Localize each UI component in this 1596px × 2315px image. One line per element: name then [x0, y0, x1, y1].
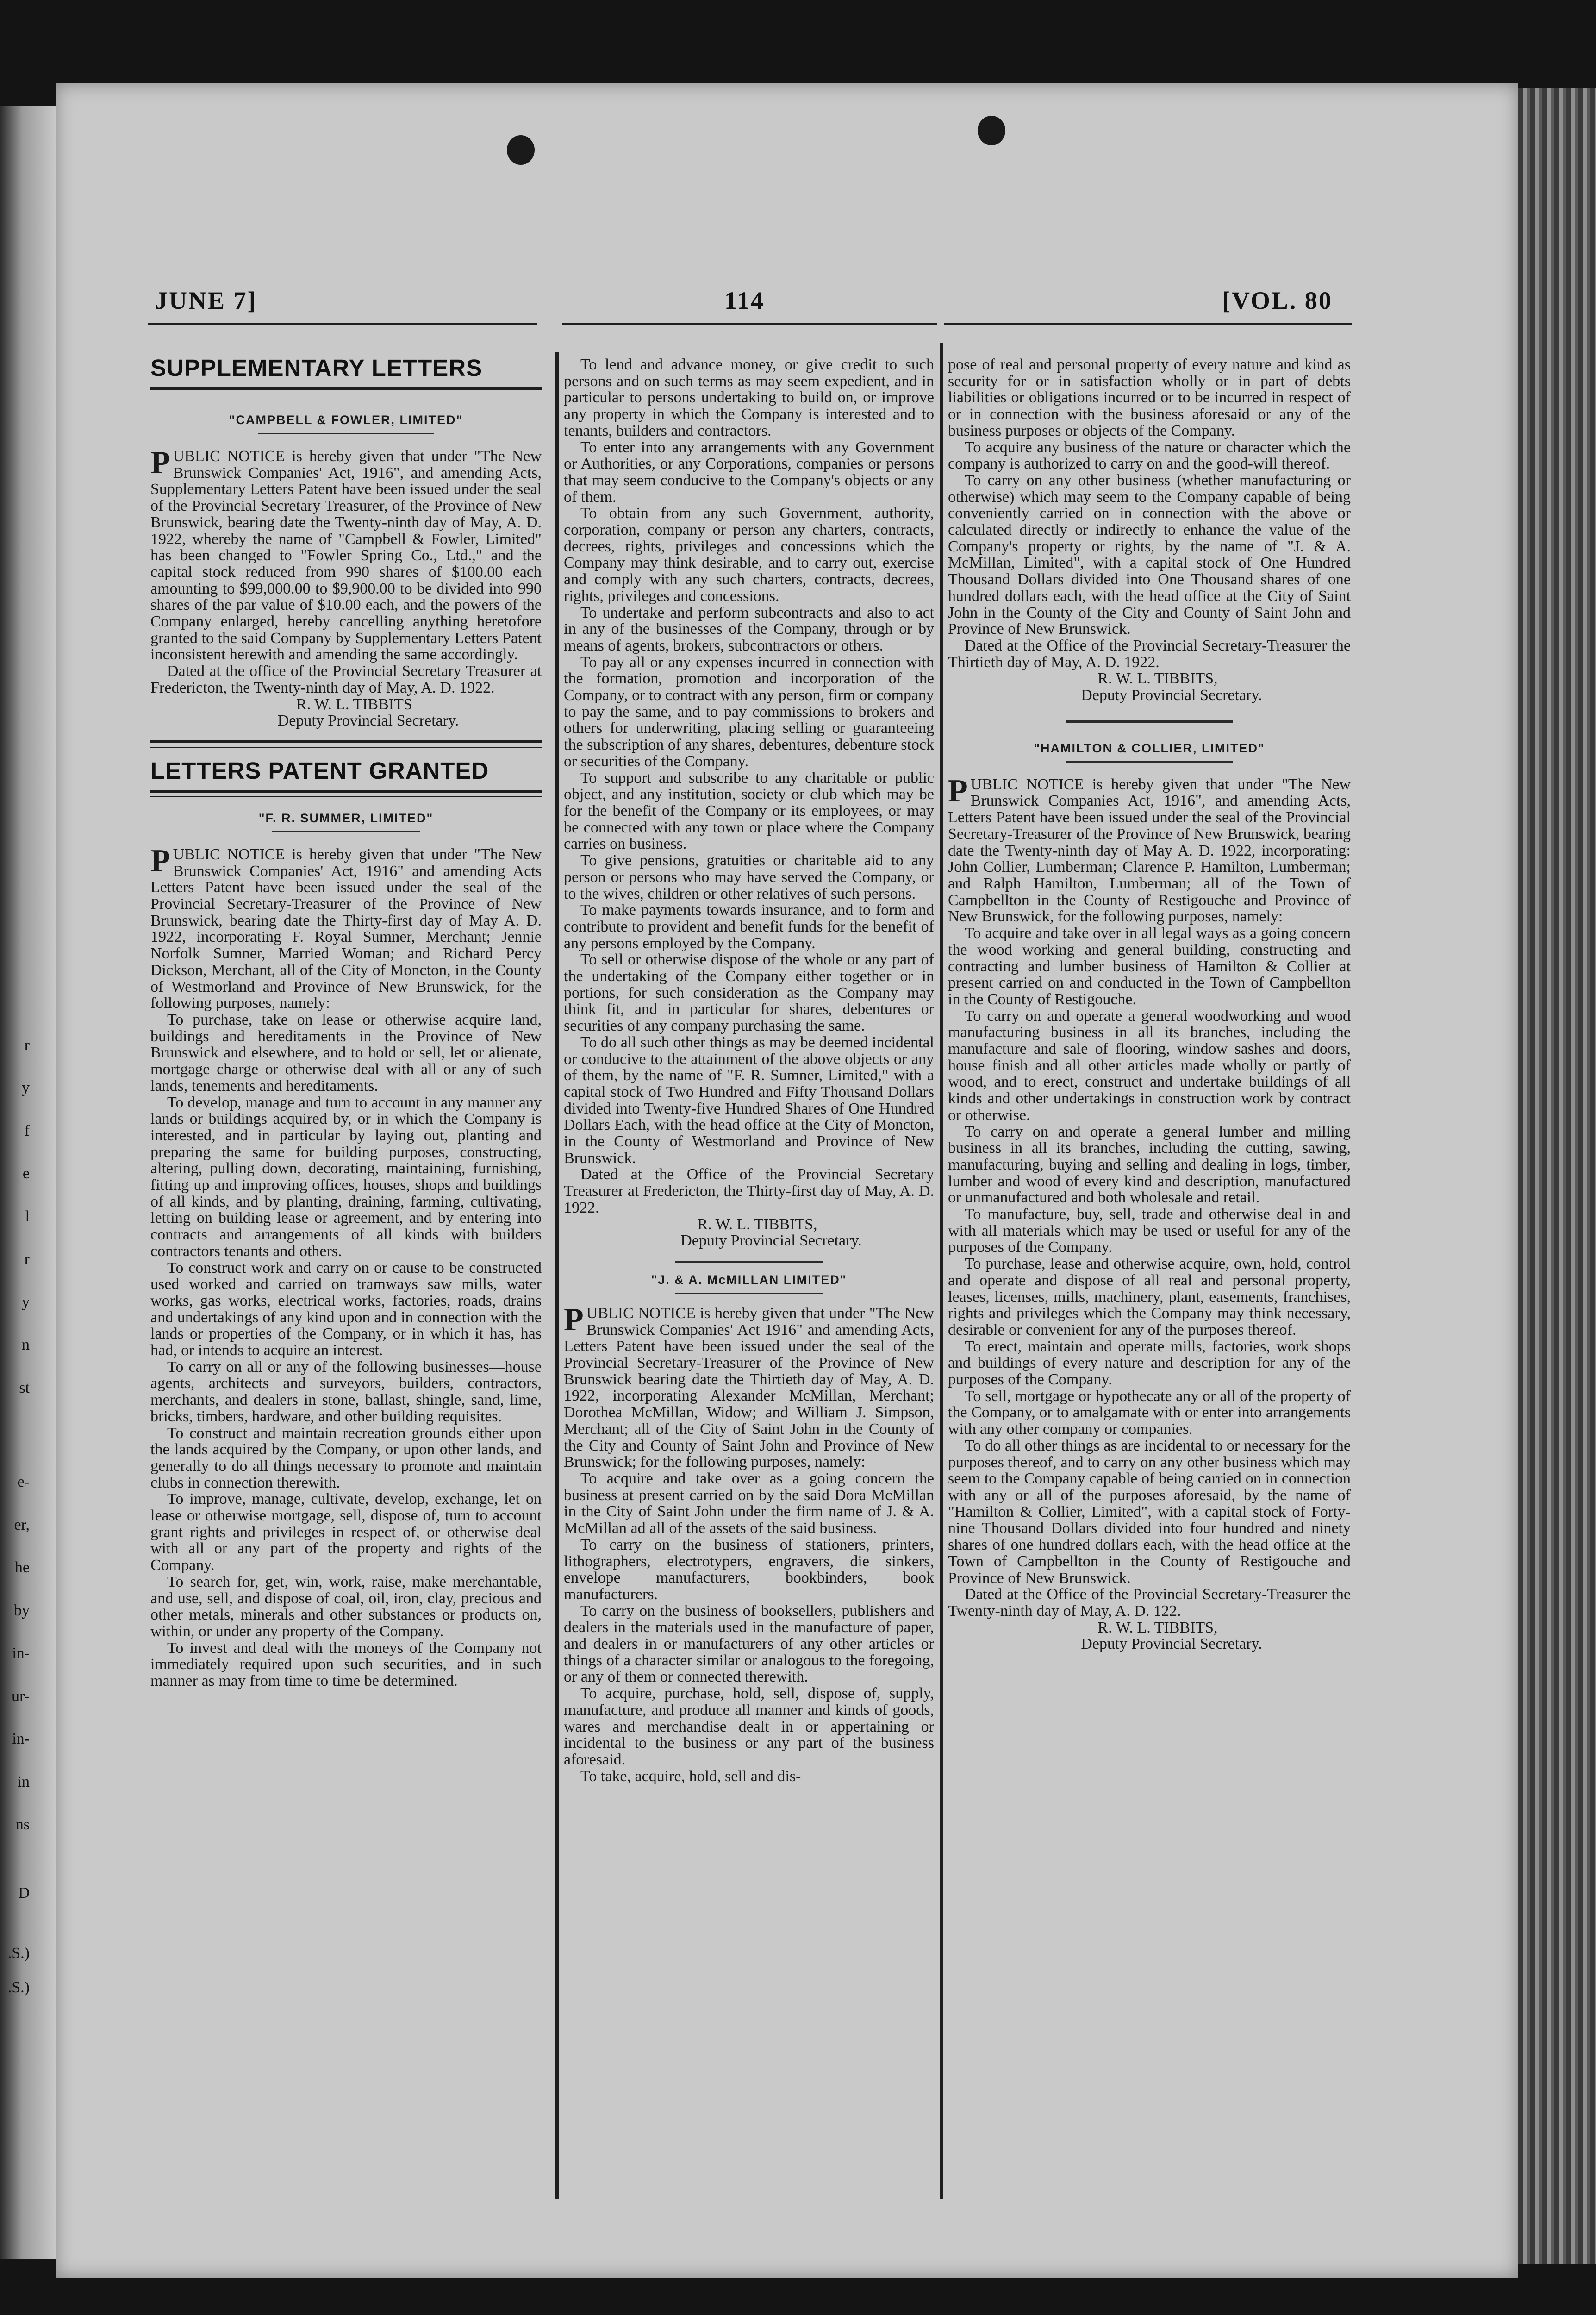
notice-title: "HAMILTON & COLLIER, LIMITED": [1034, 741, 1265, 755]
paragraph: To improve, manage, cultivate, develop, exchange, let on lease or otherwise mortgage, sell, dispose of, turn to account grant rights and privileges in respect of, or otherwise deal with all or any part of the property and rights of the Company.: [150, 1490, 542, 1574]
header-rule: [148, 323, 537, 325]
signature-name: R. W. L. TIBBITS,: [1097, 1619, 1218, 1636]
margin-fragment: l: [25, 1208, 30, 1225]
margin-fragment: n: [22, 1336, 30, 1353]
notice-hamilton-collier: [948, 773, 1351, 1653]
binding-hole: [507, 135, 535, 165]
notice-body: UBLIC NOTICE is hereby given that under "The New Brunswick Companies' Act 1916" and amending Acts, Letters Patent have been issued under the seal of the Provincial Secretary-Treasurer of the Province of New Brunswick bearing date the Thirtieth day of May, A. D. 1922, incorporating Alexander McMillan, Merchant; Dorothea McMillan, Widow; and William J. Simpson, Merchant; all of the City of Saint John in the County of the City and County of Saint John and Province of New Brunswick; for the following purposes, namely:: [564, 1304, 934, 1471]
signature-title: Deputy Provincial Secretary.: [680, 1232, 862, 1250]
notice-title: "CAMPBELL & FOWLER, LIMITED": [229, 413, 463, 427]
margin-fragment: e-: [17, 1473, 30, 1490]
notice-body: UBLIC NOTICE is hereby given that under "The New Brunswick Companies Act, 1916", and amending Acts, Letters Patent have been issued under the seal of the Provincial Secretary-Treasurer of the Province of New Brunswick, bearing date the Twenty-ninth day of May A. D. 1922, incorporating: John Collier, Lumberman; Clarence P. Hamilton, Lumberman; and Ralph Hamilton, Lumberman; all of the Town of Campbellton in the County of Restigouche and Province of New Brunswick, for the following purposes, namely:: [948, 776, 1351, 926]
margin-fragment: ur-: [12, 1688, 30, 1705]
paragraph: To construct work and carry on or cause to be constructed used worked and carried on tramways saw mills, water works, gas works, electrical works, factories, roads, drains and undertakings of any kind upon and in connection with the lands or properties of the Company, or in which it has, has had, or intends to acquire an interest.: [150, 1259, 542, 1359]
paragraph: To carry on the business of booksellers, publishers and dealers in the materials used in the manufacture of paper, and dealers in or manufacturers of any other articles or things of a character similar or analogous to the foregoing, or any of them or connected therewith.: [564, 1602, 934, 1686]
volume-number: [VOL. 80: [1222, 287, 1333, 314]
paragraph: To acquire any business of the nature or character which the company is authorized to carry on and the good-will thereof.: [948, 438, 1351, 473]
margin-fragment: he: [14, 1559, 30, 1576]
margin-fragment: y: [22, 1079, 30, 1096]
margin-fragment: by: [14, 1602, 30, 1619]
signature-title: Deputy Provincial Secretary.: [277, 712, 459, 730]
signature-name: R. W. L. TIBBITS,: [1097, 670, 1218, 688]
dropcap: P: [150, 843, 170, 879]
dated-line: Dated at the Office of the Provincial Secretary Treasurer at Fredericton, the Thirty-first day of May, A. D. 1922.: [564, 1166, 934, 1216]
book-page-stack-edge: [1518, 88, 1596, 2264]
paragraph: To sell, mortgage or hypothecate any or all of the property of the Company, or to amalgamate with or enter into arrangements with any other company or companies.: [948, 1387, 1351, 1438]
margin-fragment: er,: [14, 1516, 30, 1533]
divider: [272, 831, 420, 832]
margin-fragment: in-: [12, 1645, 30, 1662]
signature-name: R. W. L. TIBBITS,: [697, 1215, 817, 1233]
dropcap: P: [150, 445, 170, 481]
margin-fragment: e: [22, 1165, 30, 1182]
section-title-supplementary: SUPPLEMENTARY LETTERS: [150, 355, 483, 381]
divider: [1066, 720, 1233, 723]
margin-fragment: r: [24, 1037, 30, 1054]
margin-fragment: r: [24, 1251, 30, 1268]
margin-fragment: .S.): [7, 1979, 30, 1996]
margin-fragment: y: [22, 1294, 30, 1311]
signature-title: Deputy Provincial Secretary.: [1081, 687, 1262, 704]
notice-body: UBLIC NOTICE is hereby given that under "The New Brunswick Companies' Act, 1916", and amending Acts, Supplementary Letters Patent have been issued under the seal of the Provincial Secretary Treasurer, of the Province of New Brunswick, bearing date the Twenty-ninth day of May, A. D. 1922, whereby the name of "Campbell & Fowler, Limited" has been changed to "Fowler Spring Co., Ltd.," and the capital stock reduced from 990 shares of $100.00 each amounting to $99,000.00 to $9,900.00 to be divided into 990 shares of the par value of $10.00 each, and the powers of the Company enlarged, hereby cancelling anything heretofore granted to the said Company by Supplementary Letters Patent inconsistent herewith and amending the same accordingly.: [150, 448, 542, 663]
paragraph: To give pensions, gratuities or charitable aid to any person or persons who may have served the Company, or to the wives, children or other relatives of such persons.: [564, 852, 934, 902]
paragraph: To erect, maintain and operate mills, factories, work shops and buildings of every nature and description for any of the purposes of the Company.: [948, 1338, 1351, 1389]
paragraph: To sell or otherwise dispose of the whole or any part of the undertaking of the Company either together or in portions, for such consideration as the Company may think fit, and in particular for shares, debentures or securities of any company purchasing the same.: [564, 951, 934, 1035]
signature-name: R. W. L. TIBBITS: [296, 695, 412, 713]
paragraph: To carry on and operate a general lumber and milling business in all its branches, including the cutting, sawing, manufacturing, buying and selling and dealing in logs, timber, lumber and wood of every kind and description, manufactured or unmanufactured and both wholesale and retail.: [948, 1123, 1351, 1207]
divider: [258, 433, 434, 434]
notice-body: UBLIC NOTICE is hereby given that under "The New Brunswick Companies' Act, 1916" and amending Acts Letters Patent have been issued under the seal of the Provincial Secretary-Treasurer of the Province of New Brunswick, bearing date the Thirty-first day of May A. D. 1922, incorporating F. Royal Sumner, Merchant; Jennie Norfolk Sumner, Married Woman; and Richard Percy Dickson, Merchant, all of the City of Moncton, in the County of Westmorland and Province of New Brunswick, for the following purposes, namely:: [150, 845, 542, 1012]
divider: [675, 1261, 823, 1263]
notice-fr-summer: [150, 843, 542, 1690]
margin-fragment: in-: [12, 1730, 30, 1747]
paragraph: To do all such other things as may be deemed incidental or conducive to the attainment of the above objects or any of them, by the name of "F. R. Sumner, Limited," with a capital stock of Two Hundred and Fifty Thousand Dollars divided into Twenty-five Hundred Shares of One Hundred Dollars Each, with the head office at the City of Moncton, in the County of Westmorland and Province of New Brunswick.: [564, 1033, 934, 1167]
paragraph: To pay all or any expenses incurred in connection with the formation, promotion and incorporation of the Company, or to contract with any person, firm or company to pay the same, and to pay commissions to brokers and others for underwriting, placing selling or guaranteeing the subscription of any shares, debentures, debenture stock or securities of the Company.: [564, 653, 934, 770]
margin-fragment: D: [18, 1884, 30, 1902]
margin-fragment: st: [19, 1379, 30, 1396]
paragraph: To make payments towards insurance, and to form and contribute to provident and benefit funds for the benefit of any persons employed by the Company.: [564, 901, 934, 952]
notice-title: "F. R. SUMMER, LIMITED": [258, 811, 434, 825]
fr-summer-continued: [564, 357, 934, 1249]
paragraph: To obtain from any such Government, authority, corporation, company or person any charters, contracts, decrees, rights, privileges and concessions which the Company may think desirable, and to carry out, exercise and comply with any such charters, contracts, decrees, rights, privileges and concessions.: [564, 505, 934, 605]
column-2: [564, 357, 934, 2183]
margin-fragment: .S.): [7, 1945, 30, 1962]
column-divider: [555, 352, 559, 2199]
dropcap: P: [948, 773, 968, 809]
paragraph: To invest and deal with the moneys of the Company not immediately required upon such securities, and in such manner as may from time to time be determined.: [150, 1639, 542, 1690]
dropcap: P: [564, 1301, 584, 1338]
paragraph: To undertake and perform subcontracts and also to act in any of the businesses of the Company, through or by means of agents, brokers, subcontractors or others.: [564, 604, 934, 654]
paragraph: To carry on any other business (whether manufacturing or otherwise) which may seem to the Company capable of being conveniently carried on in connection with the above or calculated directly or indirectly to enhance the value of the Company's property or rights, by the name of "J. & A. McMillan, Limited", with a capital stock of One Hundred Thousand Dollars divided into One Thousand shares of one hundred dollars each, with the head office at the City of Saint John in the County of the City and County of Saint John and Province of New Brunswick.: [948, 471, 1351, 638]
section-title-letters-patent: LETTERS PATENT GRANTED: [150, 757, 489, 784]
paragraph: pose of real and personal property of every nature and kind as security for or in satisfaction wholly or in part of debts liabilities or obligations incurred or to be incurred in respect of or in connection with the business aforesaid or any of the business purposes or objects of the Company.: [948, 357, 1351, 439]
dated-line: Dated at the Office of the Provincial Secretary-Treasurer the Thirtieth day of May, A. D. 1922.: [948, 637, 1351, 671]
column-1: [150, 354, 542, 2183]
mcmillan-continued: [948, 357, 1351, 704]
notice-title: "J. & A. McMILLAN LIMITED": [651, 1272, 847, 1287]
binding-hole: [978, 116, 1005, 145]
paragraph: To construct and maintain recreation grounds either upon the lands acquired by the Company, or upon other lands, and generally to do all things necessary to promote and maintain clubs in connection therewith.: [150, 1424, 542, 1491]
margin-fragment: in: [17, 1773, 30, 1790]
paragraph: To manufacture, buy, sell, trade and otherwise deal in and with all materials which may be used or useful for any of the purposes of the Company.: [948, 1206, 1351, 1256]
paragraph: To purchase, lease and otherwise acquire, own, hold, control and operate and dispose of all real and personal property, leases, licenses, mills, machinery, plant, easements, franchises, rights and privileges which the Company may think necessary, desirable or convenient for any of the purposes thereof.: [948, 1255, 1351, 1339]
divider: [675, 1293, 823, 1294]
column-divider: [940, 343, 943, 2199]
dated-line: Dated at the office of the Provincial Secretary Treasurer at Fredericton, the Twenty-ninth day of May, A. D. 1922.: [150, 663, 542, 696]
divider: [1066, 761, 1233, 763]
paragraph: To support and subscribe to any charitable or public object, and any institution, society or club which may be for the benefit of the Company or its employees, or may be connected with any town or place where the Company carries on business.: [564, 769, 934, 853]
header-date: JUNE 7]: [155, 287, 257, 314]
facing-page-edge: [0, 106, 56, 2259]
paragraph: To enter into any arrangements with any Government or Authorities, or any Corporations, companies or persons that may seem conducive to the Company's objects or any of them.: [564, 438, 934, 506]
notice-jam-mcmillan: [564, 1301, 934, 1785]
paragraph: To carry on the business of stationers, printers, lithographers, electrotypers, engravers, die sinkers, envelope manufacturers, bookbinders, book manufacturers.: [564, 1536, 934, 1603]
paragraph: To carry on and operate a general woodworking and wood manufacturing business in all its branches, including the manufacture and sale of flooring, window sashes and doors, house finish and all other articles made wholly or partly of wood, and to erect, construct and undertake buildings of all kinds and other undertakings in construction work by contract or otherwise.: [948, 1007, 1351, 1124]
paragraph: To do all other things as are incidental to or necessary for the purposes thereof, and to carry on any other business which may seem to the Company capable of being carried on in connection with any or all of the purposes aforesaid, by the name of "Hamilton & Collier, Limited", with a capital stock of Forty-nine Thousand Dollars divided into four hundred and ninety shares of one hundred dollars each, with the head office at the Town of Campbellton in the County of Restigouche and Province of New Brunswick.: [948, 1437, 1351, 1587]
signature-title: Deputy Provincial Secretary.: [1081, 1635, 1262, 1653]
paragraph: To search for, get, win, work, raise, make merchantable, and use, sell, and dispose of coal, oil, iron, clay, precious and other metals, minerals and other substances or products on, within, or under any property of the Company.: [150, 1573, 542, 1640]
double-rule: [150, 387, 542, 394]
paragraph: To take, acquire, hold, sell and dis-: [580, 1767, 801, 1785]
paragraph: To lend and advance money, or give credit to such persons and on such terms as may seem expedient, and in particular to persons undertaking to build on, or improve any property in which the Company is interested and to tenants, builders and contractors.: [564, 357, 934, 439]
paragraph: To acquire, purchase, hold, sell, dispose of, supply, manufacture, and produce all manner and kinds of goods, wares and merchandise dealt in or appertaining or incidental to the business or any part of the business aforesaid.: [564, 1685, 934, 1768]
page-number: 114: [724, 287, 765, 314]
notice-campbell-fowler: [150, 445, 542, 730]
paragraph: To develop, manage and turn to account in any manner any lands or buildings acquired by, or in which the Company is interested, and in particular by laying out, planting and preparing the same for building purposes, constructing, altering, pulling down, decorating, maintaining, furnishing, fitting up and improving offices, houses, shops and buildings of all kinds, and by planting, draining, farming, cultivating, letting on building lease or agreement, and by entering into contracts and arrangements of all kinds with builders contractors tenants and others.: [150, 1094, 542, 1260]
dated-line: Dated at the Office of the Provincial Secretary-Treasurer the Twenty-ninth day of May, A. D. 122.: [948, 1586, 1351, 1620]
paragraph: To acquire and take over as a going concern the business at present carried on by the said Dora McMillan in the City of Saint John under the firm name of J. & A. McMillan ad all of the assets of the said business.: [564, 1470, 934, 1537]
margin-fragment: f: [24, 1122, 30, 1139]
paragraph: To carry on all or any of the following businesses—house agents, architects and surveyors, builders, contractors, merchants, and dealers in stone, ballast, shingle, sand, lime, bricks, timbers, hardware, and other building requisites.: [150, 1358, 542, 1425]
header-rule: [562, 323, 937, 325]
paragraph: To purchase, take on lease or otherwise acquire land, buildings and hereditaments in the Province of New Brunswick and elsewhere, and to hold or sell, let or alienate, mortgage charge or otherwise deal with all or any of such lands, tenements and hereditaments.: [150, 1011, 542, 1095]
double-rule: [150, 740, 542, 748]
header-rule: [944, 323, 1352, 325]
margin-fragment: ns: [15, 1816, 30, 1833]
paragraph: To acquire and take over in all legal ways as a going concern the wood working and general building, constructing and contracting and lumber business of Hamilton & Collier at present carried on and conducted in the Town of Campbellton in the County of Restigouche.: [948, 925, 1351, 1008]
column-3: [948, 357, 1351, 2183]
double-rule: [150, 790, 542, 797]
